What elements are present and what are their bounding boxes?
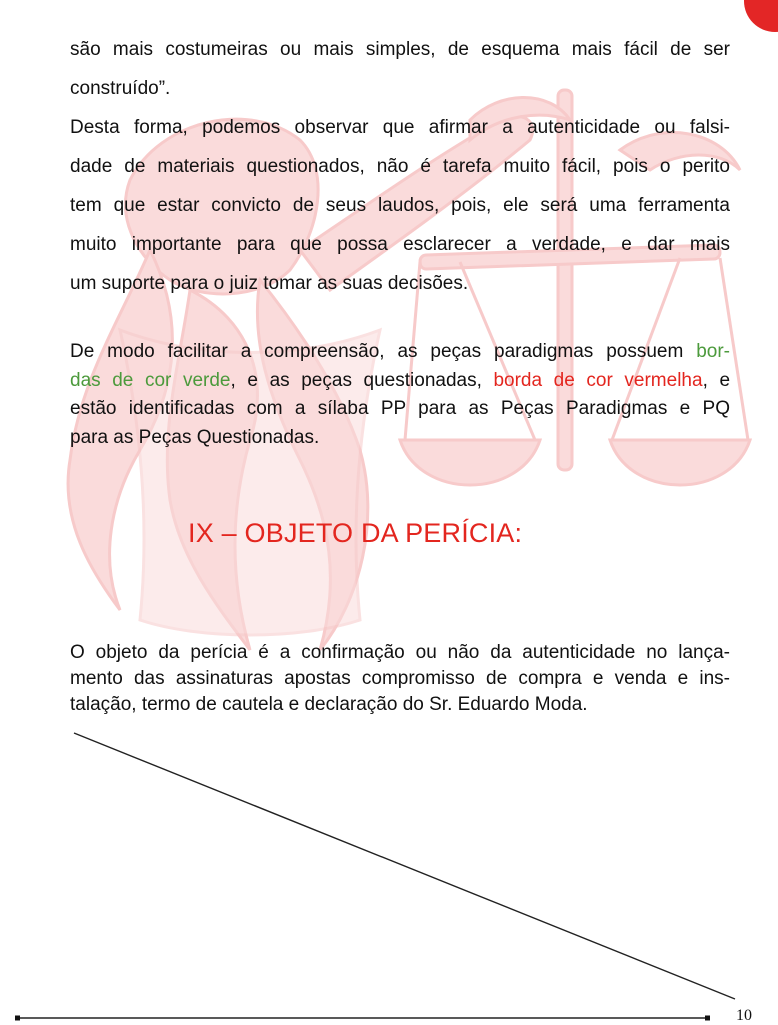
- text-line: um suporte para o juiz tomar as suas decisões.: [70, 273, 469, 294]
- text-segment: , e: [702, 369, 731, 391]
- green-highlight-text: bor-: [696, 341, 730, 362]
- text-line: [70, 367, 730, 396]
- red-highlight-text: borda de cor vermelha: [493, 369, 703, 391]
- paragraph-conclusion: [70, 30, 730, 303]
- paragraph-border-colors: [70, 338, 730, 452]
- text-line: [70, 338, 730, 367]
- text-line: dade de materiais questionados, não é tarefa muito fácil, pois o perito: [70, 156, 730, 177]
- page-number: 10: [736, 1007, 752, 1024]
- text-segment: , e as peças questionadas,: [230, 369, 494, 391]
- text-line: para as Peças Questionadas.: [70, 426, 320, 448]
- section-title: IX – OBJETO DA PERÍCIA:: [188, 518, 523, 548]
- text-line: tem que estar convicto de seus laudos, pois, ele será uma ferramenta: [70, 195, 730, 216]
- text-line: muito importante para que possa esclarecer a verdade, e dar mais: [70, 234, 730, 255]
- text-line: mento das assinaturas apostas compromisso de compra e venda e ins-: [70, 668, 730, 689]
- text-line: Desta forma, podemos observar que afirmar a autenticidade ou falsi-: [70, 117, 730, 138]
- text-line: talação, termo de cautela e declaração do Sr. Eduardo Moda.: [70, 694, 588, 715]
- text-segment: De modo facilitar a compreensão, as peças paradigmas possuem: [70, 341, 697, 362]
- text-line: estão identificadas com a sílaba PP para as Peças Paradigmas e PQ: [70, 398, 730, 419]
- text-line: O objeto da perícia é a confirmação ou não da autenticidade no lança-: [70, 642, 730, 663]
- text-line: são mais costumeiras ou mais simples, de esquema mais fácil de ser: [70, 39, 730, 60]
- text-line: construído”.: [70, 78, 171, 99]
- green-highlight-text: das de cor verde: [70, 369, 231, 391]
- paragraph-object: [70, 640, 730, 718]
